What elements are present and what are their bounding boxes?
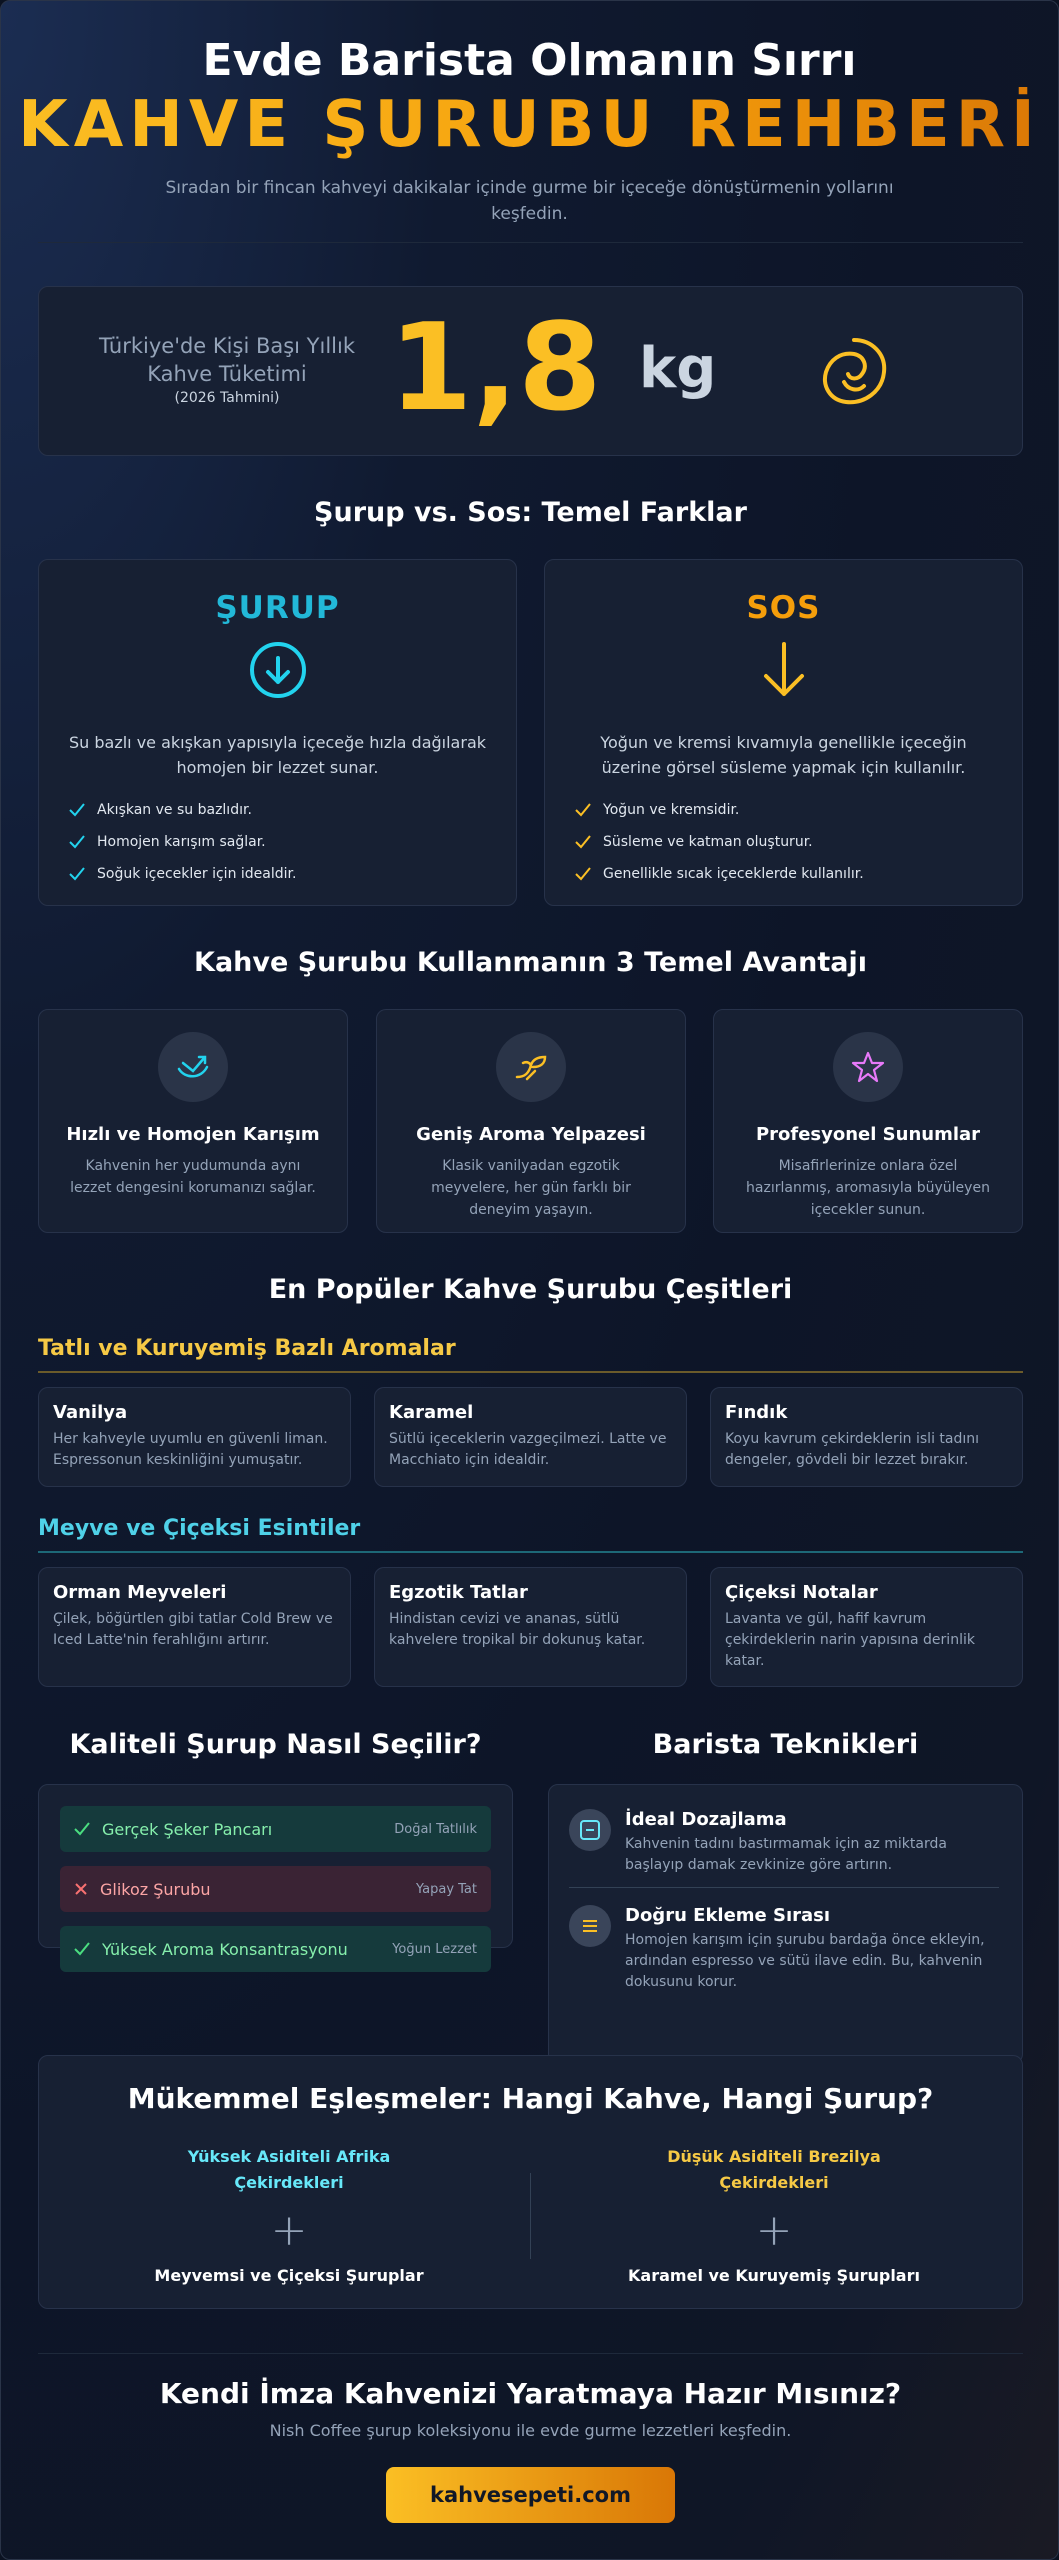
list-item: [69, 794, 516, 826]
star-icon: [833, 1032, 903, 1102]
technique-title: İdeal Dozajlama: [625, 1809, 787, 1830]
measure-icon: [569, 1809, 611, 1851]
flavor-card: [710, 1387, 1023, 1487]
divider: [569, 1887, 999, 1888]
point-text: Genellikle sıcak içeceklerde kullanılır.: [603, 866, 864, 882]
pairing-bean: Düşük Asiditeli Brezilya Çekirdekleri: [667, 2147, 881, 2192]
flavor-card: [374, 1567, 687, 1687]
sauce-title: SOS: [746, 590, 821, 626]
stat-label-wrap: [77, 332, 377, 408]
advantage-title: Hızlı ve Homojen Karışım: [66, 1124, 320, 1145]
pairing-syrup: Karamel ve Kuruyemiş Şurupları: [628, 2266, 920, 2285]
flavor-card: [710, 1567, 1023, 1687]
header: [1, 1, 1058, 227]
stat-label: Türkiye'de Kişi Başı Yıllık Kahve Tüketimi: [98, 334, 356, 386]
flavor-text: Koyu kavrum çekirdeklerin isli tadını dengeler, gövdeli bir lezzet bırakır.: [725, 1431, 980, 1468]
flavor-title: Karamel: [389, 1402, 474, 1423]
flavors-heading: En Popüler Kahve Şurubu Çeşitleri: [268, 1274, 793, 1305]
flavor-card: [38, 1387, 351, 1487]
check-icon: [575, 867, 591, 881]
advantage-card: [713, 1009, 1023, 1233]
pairing-right: [564, 2144, 984, 2285]
selection-tag: Doğal Tatlılık: [394, 1821, 477, 1837]
stat-value: 1,8: [389, 299, 602, 438]
coffee-bean-icon: [814, 332, 894, 416]
divider: [530, 2173, 531, 2259]
cta-subtitle: Nish Coffee şurup koleksiyonu ile evde gurme lezzetleri keşfedin.: [269, 2421, 792, 2440]
flavor-title: Vanilya: [53, 1402, 128, 1423]
advantage-card: [376, 1009, 686, 1233]
divider: [38, 1371, 1023, 1373]
flavor-title: Egzotik Tatlar: [389, 1582, 528, 1603]
pairing-card: [38, 2055, 1023, 2309]
selection-row-good: [60, 1806, 491, 1852]
cta-title: Kendi İmza Kahvenizi Yaratmaya Hazır Mısınız?: [159, 2377, 902, 2410]
sauce-points: [575, 794, 1022, 890]
syrup-title: ŞURUP: [215, 590, 340, 626]
selection-row-good: [60, 1926, 491, 1972]
syrup-points: [69, 794, 516, 890]
flavor-card: [38, 1567, 351, 1687]
selection-label: Yüksek Aroma Konsantrasyonu: [102, 1939, 348, 1959]
check-icon: [69, 835, 85, 849]
arrow-down-icon: [754, 640, 814, 700]
divider: [38, 242, 1023, 243]
advantage-text: Misafirlerinize onlara özel hazırlanmış, aromasıyla büyüleyen içecekler sunun.: [746, 1158, 990, 1218]
sauce-description: Yoğun ve kremsi kıvamıyla genellikle içeceğin üzerine görsel süsleme yapmak için kullanılır.: [600, 733, 967, 777]
list-item: [575, 858, 1022, 890]
sprout-icon: [496, 1032, 566, 1102]
page-subtitle: Sıradan bir fincan kahveyi dakikalar içinde gurme bir içeceğe dönüştürmenin yollarını keşfedin.: [165, 178, 894, 224]
selection-tag: Yoğun Lezzet: [392, 1941, 477, 1957]
list-item: [575, 826, 1022, 858]
list-item: [69, 826, 516, 858]
flavor-title: Orman Meyveleri: [53, 1582, 227, 1603]
plus-icon: +: [755, 2205, 793, 2256]
flavor-group-title: Tatlı ve Kuruyemiş Bazlı Aromalar: [38, 1336, 456, 1361]
cross-icon: [74, 1882, 88, 1896]
flavor-text: Lavanta ve gül, hafif kavrum çekirdeklerin narin yapısına derinlik katar.: [725, 1611, 975, 1669]
pairing-heading: Mükemmel Eşleşmeler: Hangi Kahve, Hangi Şurup?: [127, 2082, 934, 2115]
advantage-card: [38, 1009, 348, 1233]
pairing-left: [79, 2144, 499, 2285]
point-text: Homojen karışım sağlar.: [97, 834, 266, 850]
selection-heading: Kaliteli Şurup Nasıl Seçilir?: [69, 1729, 482, 1760]
divider: [38, 1551, 1023, 1553]
technique-text: Kahvenin tadını bastırmamak için az miktarda başlayıp damak zevkinize göre artırın.: [625, 1836, 947, 1873]
list-item: [575, 794, 1022, 826]
list-icon: [569, 1905, 611, 1947]
syrup-description: Su bazlı ve akışkan yapısıyla içeceğe hızla dağılarak homojen bir lezzet sunar.: [68, 733, 487, 777]
flavor-text: Sütlü içeceklerin vazgeçilmezi. Latte ve Macchiato için idealdir.: [389, 1431, 667, 1468]
flavor-group-title: Meyve ve Çiçeksi Esintiler: [38, 1516, 361, 1541]
pairing-syrup: Meyvemsi ve Çiçeksi Şuruplar: [154, 2266, 424, 2285]
technique-item: [569, 1905, 999, 1993]
plus-icon: +: [270, 2205, 308, 2256]
technique-text: Homojen karışım için şurubu bardağa önce ekleyin, ardından espresso ve sütü ilave edin. Bu, kahvenin dokusunu korur.: [625, 1932, 985, 1990]
sauce-card: [544, 559, 1023, 906]
advantage-text: Kahvenin her yudumunda aynı lezzet dengesini korumanızı sağlar.: [70, 1158, 316, 1196]
check-icon: [74, 1822, 90, 1836]
selection-tag: Yapay Tat: [415, 1881, 477, 1897]
point-text: Yoğun ve kremsidir.: [603, 802, 740, 818]
flavor-text: Hindistan cevizi ve ananas, sütlü kahvelere tropikal bir dokunuş katar.: [389, 1611, 646, 1648]
technique-title: Doğru Ekleme Sırası: [625, 1905, 831, 1926]
swirl-icon: [158, 1032, 228, 1102]
advantage-title: Geniş Aroma Yelpazesi: [416, 1124, 646, 1145]
point-text: Süsleme ve katman oluşturur.: [603, 834, 813, 850]
point-text: Soğuk içecekler için idealdir.: [97, 866, 297, 882]
pairing-bean: Yüksek Asiditeli Afrika Çekirdekleri: [187, 2147, 391, 2192]
list-item: [69, 858, 516, 890]
selection-label: Glikoz Şurubu: [100, 1879, 211, 1899]
page-title: Evde Barista Olmanın Sırrı: [202, 35, 857, 86]
flavor-text: Çilek, böğürtlen gibi tatlar Cold Brew ve Iced Latte'nin ferahlığını artırır.: [53, 1611, 333, 1648]
stat-card: [38, 286, 1023, 456]
flavor-card: [374, 1387, 687, 1487]
check-icon: [74, 1942, 90, 1956]
flavor-title: Fındık: [725, 1402, 788, 1423]
check-icon: [69, 803, 85, 817]
selection-label: Gerçek Şeker Pancarı: [102, 1819, 273, 1839]
cta-button[interactable]: kahvesepeti.com: [386, 2467, 675, 2523]
stat-unit: kg: [639, 336, 717, 401]
techniques-heading: Barista Teknikleri: [652, 1729, 919, 1760]
stat-note: (2026 Tahmini): [174, 390, 280, 406]
comparison-heading: Şurup vs. Sos: Temel Farklar: [314, 497, 747, 528]
syrup-card: [38, 559, 517, 906]
selection-row-bad: [60, 1866, 491, 1912]
flavor-text: Her kahveyle uyumlu en güvenli liman. Espressonun keskinliğini yumuşatır.: [53, 1431, 328, 1468]
selection-card: [38, 1784, 513, 1959]
techniques-card: [548, 1784, 1023, 2064]
advantages-heading: Kahve Şurubu Kullanmanın 3 Temel Avantajı: [194, 947, 867, 978]
divider: [38, 2353, 1023, 2354]
flavor-title: Çiçeksi Notalar: [725, 1582, 878, 1603]
advantage-text: Klasik vanilyadan egzotik meyvelere, her gün farklı bir deneyim yaşayın.: [431, 1158, 631, 1218]
headline: KAHVE ŞURUBU REHBERİ: [1, 87, 1058, 163]
check-icon: [69, 867, 85, 881]
check-icon: [575, 835, 591, 849]
arrow-down-circle-icon: [248, 640, 308, 700]
technique-item: [569, 1809, 999, 1876]
point-text: Akışkan ve su bazlıdır.: [97, 802, 252, 818]
advantage-title: Profesyonel Sunumlar: [755, 1124, 981, 1145]
check-icon: [575, 803, 591, 817]
